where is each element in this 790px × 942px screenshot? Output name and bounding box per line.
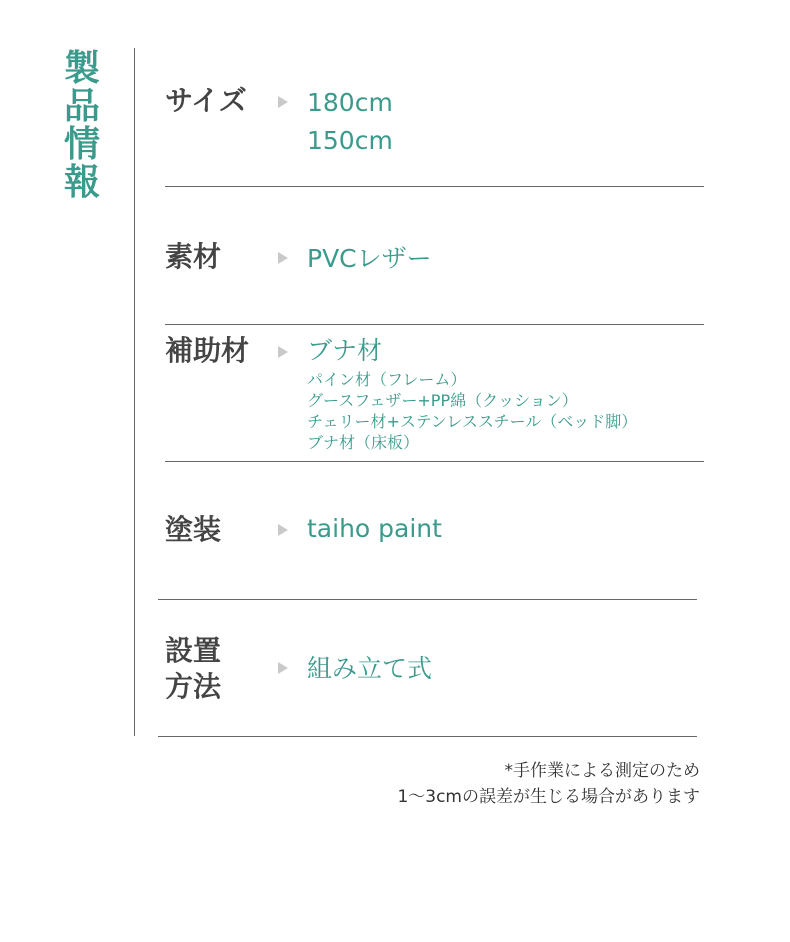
section-title-char: 情 [63,124,100,165]
section-title-char: 品 [63,86,100,127]
size-value-1: 180cm [307,88,393,117]
material-label: 素材 [165,240,222,273]
row-divider [165,186,704,187]
material-value: PVCレザー [307,244,432,273]
paint-value: taiho paint [307,514,442,543]
aux-details [307,369,637,453]
triangle-right-icon [278,662,288,674]
install-label-line1: 設置 [165,634,222,667]
aux-detail-item: チェリー材+ステンレススチール（ベッド脚） [307,412,638,431]
size-value-2: 150cm [307,126,393,155]
aux-detail-item: ブナ材（床板） [307,433,420,452]
aux-detail-item: パイン材（フレーム） [307,370,467,389]
triangle-right-icon [278,96,288,108]
vertical-divider [134,48,135,736]
row-divider [158,599,697,600]
section-title [62,50,102,202]
aux-value: ブナ材 [307,336,383,365]
triangle-right-icon [278,524,288,536]
measurement-note [397,758,700,810]
note-line-1: *手作業による測定のため [504,761,700,781]
triangle-right-icon [278,346,288,358]
row-divider [165,461,704,462]
aux-label: 補助材 [165,334,250,367]
install-label-line2: 方法 [165,670,222,703]
aux-detail-item: グースフェザー+PP綿（クッション） [307,391,578,410]
row-divider [165,324,704,325]
section-title-char: 製 [63,48,100,89]
note-line-2: 1〜3cmの誤差が生じる場合があります [397,787,700,807]
section-title-char: 報 [63,162,100,203]
paint-label: 塗装 [165,513,222,546]
triangle-right-icon [278,252,288,264]
size-label: サイズ [165,84,247,117]
row-divider [158,736,697,737]
install-value: 組み立て式 [307,654,433,683]
